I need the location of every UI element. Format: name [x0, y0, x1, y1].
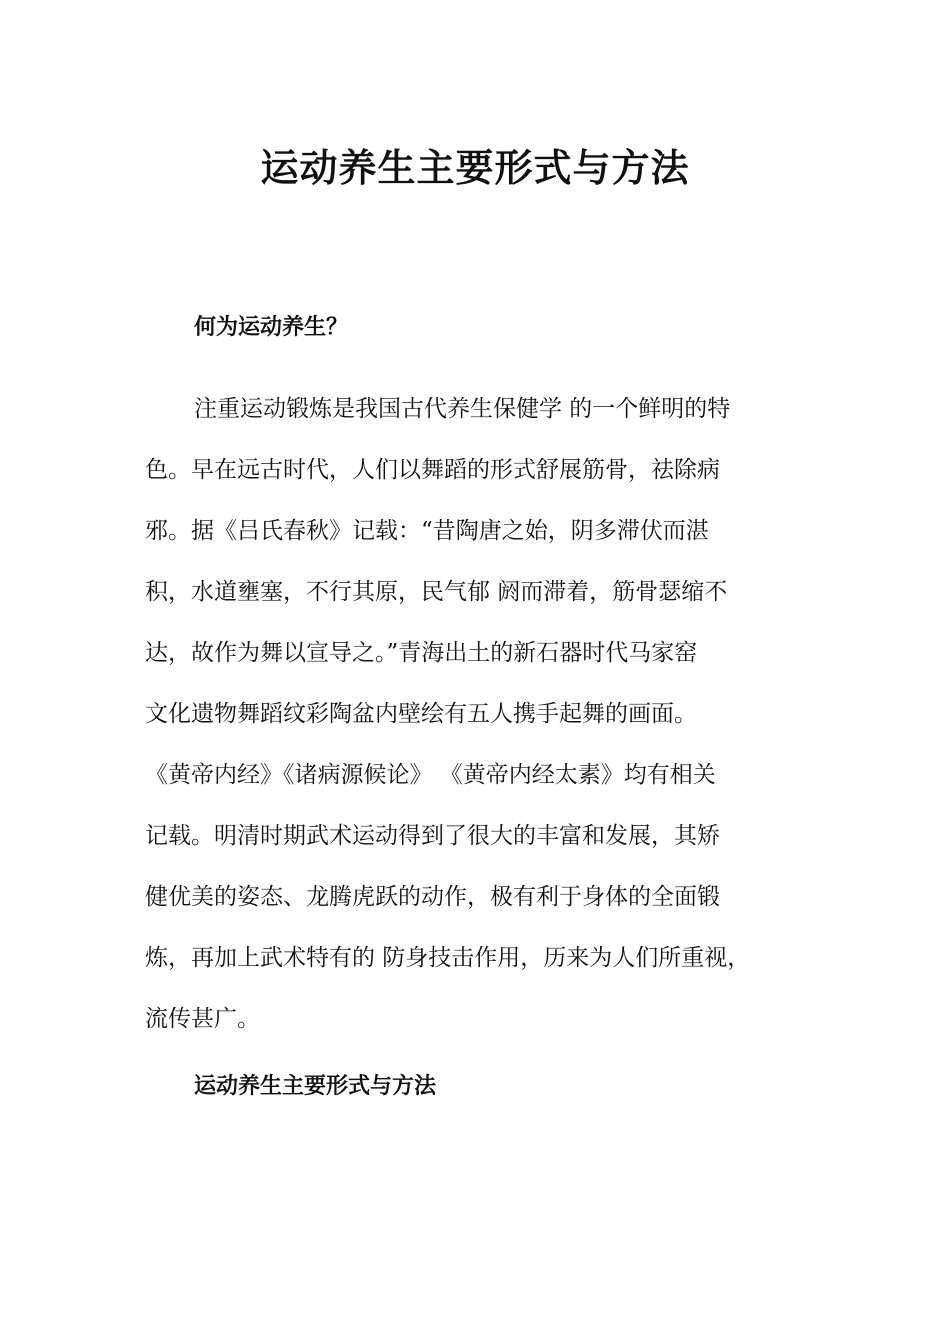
paragraph-line: 注重运动锻炼是我国古代养生保健学 的一个鲜明的特	[194, 396, 731, 422]
paragraph-line: 《黄帝内经》《诸病源候论》 《黄帝内经太素》均有相关	[145, 762, 716, 788]
paragraph-line: 邪。据《吕氏春秋》记载：“昔陶唐之始，阴多滞伏而湛	[145, 518, 709, 544]
document-title: 运动养生主要形式与方法	[260, 145, 690, 190]
paragraph-line: 健优美的姿态、龙腾虎跃的动作，极有利于身体的全面锻	[145, 884, 720, 910]
paragraph-line: 积，水道壅塞，不行其原，民气郁 阏而滞着，筋骨瑟缩不	[145, 579, 728, 605]
section-heading-main-forms-and-methods: 运动养生主要形式与方法	[194, 1073, 437, 1099]
paragraph-line: 文化遗物舞蹈纹彩陶盆内壁绘有五人携手起舞的画面。	[145, 701, 697, 727]
section-body-paragraph	[145, 379, 815, 1050]
paragraph-line: 达，故作为舞以宣导之。”青海出土的新石器时代马家窑	[145, 640, 698, 666]
section-heading-what-is-exercise-health: 何为运动养生？	[194, 314, 349, 340]
paragraph-line: 色。早在远古时代，人们以舞蹈的形式舒展筋骨，祛除病	[145, 457, 720, 483]
paragraph-line: 记载。明清时期武术运动得到了很大的丰富和发展，其矫	[145, 823, 720, 849]
paragraph-line: 流传甚广。	[145, 1006, 260, 1032]
paragraph-line: 炼，再加上武术特有的 防身技击作用，历来为人们所重视，	[145, 945, 751, 971]
